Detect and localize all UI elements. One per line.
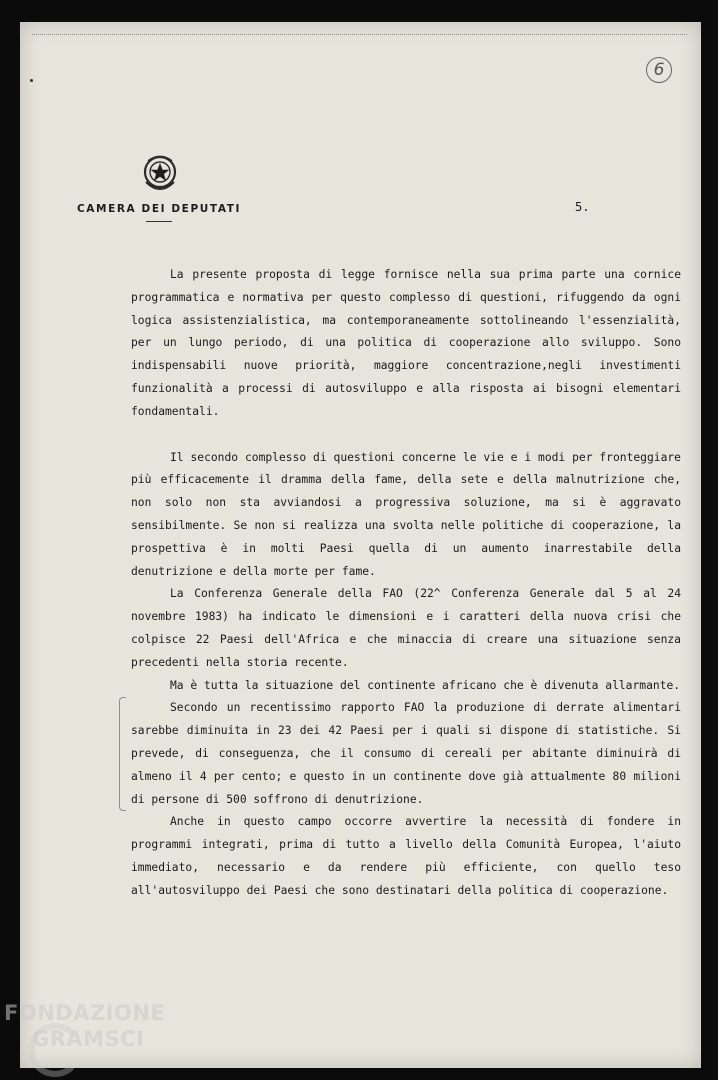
- institution-underline: [146, 221, 172, 222]
- paragraph: La Conferenza Generale della FAO (22^ Conferenza Generale dal 5 al 24 novembre 1983) ha indicato le dimensioni e i caratteri della nuova crisi che colpisce 22 Paesi dell'Africa e che minaccia di creare una situazione senza precedenti nella storia recente.: [131, 587, 681, 669]
- margin-bracket-mark: [119, 697, 126, 811]
- paragraph: Secondo un recentissimo rapporto FAO la produzione di derrate alimentari sarebbe diminuita in 23 dei 42 Paesi per i quali si dispone di statistiche. Si prevede, di conseguenza, che il consumo di cereali per abitante diminuirà di almeno il 4 per cento; e questo in un continente dove già attualmente 80 milioni di persone di 500 soffrono di denutrizione.: [131, 701, 681, 806]
- watermark-line-2: GRAMSCI: [32, 1027, 145, 1051]
- watermark: [4, 1000, 165, 1052]
- institution-name: CAMERA DEI DEPUTATI: [77, 203, 242, 215]
- paragraph: La presente proposta di legge fornisce nella sua prima parte una cornice programmatica e normativa per questo complesso di questioni, rifuggendo da ogni logica assistenzialistica, ma contemporaneamente sottolineando l'essenzialità, per un lungo periodo, di una politica di cooperazione allo sviluppo. Sono indispensabili nuove priorità, maggiore concentrazione,negli investimenti funzionalità a processi di autosviluppo e alla risposta ai bisogni elementari fondamentali.: [131, 268, 681, 418]
- page-number: 5.: [575, 200, 590, 214]
- document-page: [20, 22, 701, 1068]
- punch-mark: [30, 79, 33, 82]
- paragraph: Ma è tutta la situazione del continente africano che è divenuta allarmante.: [170, 678, 681, 692]
- top-dotted-rule: [32, 34, 687, 35]
- paragraph: Il secondo complesso di questioni concerne le vie e i modi per fronteggiare più efficacemente il dramma della fame, della sete e della malnutrizione che, non solo non sta avviandosi a progressiva soluzione, ma si è aggravato sensibilmente. Se non si realizza una svolta nelle politiche di cooperazione, la prospettiva è in molti Paesi quella di un aumento inarrestabile della denutrizione e della morte per fame.: [131, 450, 681, 578]
- archive-page-number: 6: [646, 57, 672, 83]
- body-text: [131, 264, 681, 903]
- italian-republic-emblem-icon: [140, 152, 180, 196]
- paragraph: Anche in questo campo occorre avvertire la necessità di fondere in programmi integrati, prima di tutto a livello della Comunità Europea, l'aiuto immediato, necessario e da rendere più efficiente, con quello teso all'autosviluppo dei Paesi che sono destinatari della politica di cooperazione.: [131, 815, 681, 897]
- watermark-line-1: FONDAZIONE: [4, 1001, 166, 1025]
